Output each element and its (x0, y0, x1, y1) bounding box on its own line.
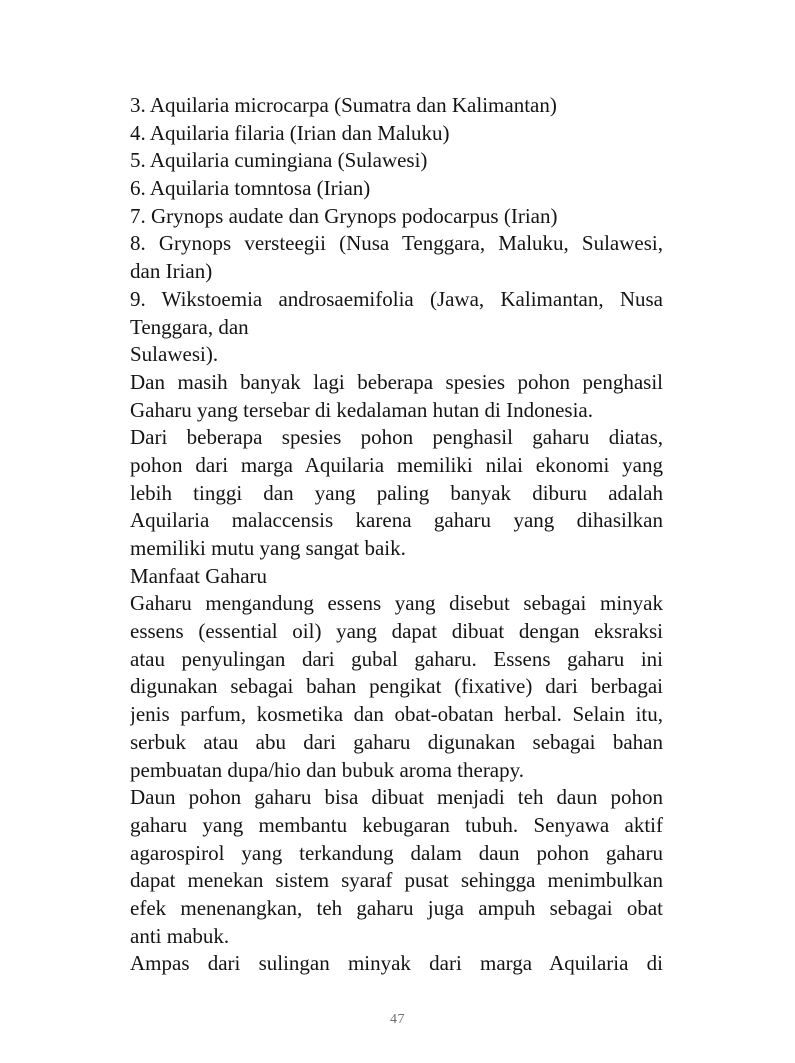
text-line: 3. Aquilaria microcarpa (Sumatra dan Kalimantan) (130, 93, 557, 117)
text-line: Dan masih banyak lagi beberapa spesies pohon penghasil (130, 369, 663, 394)
text-line: 4. Aquilaria filaria (Irian dan Maluku) (130, 120, 450, 145)
text-line: efek menenangkan, teh gaharu juga ampuh sebagai obat (130, 895, 663, 920)
text-line: pohon dari marga Aquilaria memiliki nilai ekonomi yang (130, 452, 663, 477)
text-line: Dari beberapa spesies pohon penghasil gaharu diatas, (130, 425, 663, 450)
text-line: Tenggara, dan (130, 314, 249, 339)
text-line: Manfaat Gaharu (130, 563, 268, 588)
text-line: lebih tinggi dan yang paling banyak diburu adalah (130, 480, 663, 505)
text-line: Sulawesi). (130, 342, 219, 367)
text-line: gaharu yang membantu kebugaran tubuh. Senyawa aktif (130, 812, 663, 837)
text-line: Aquilaria malaccensis karena gaharu yang dihasilkan (130, 508, 663, 533)
text-line: Daun pohon gaharu bisa dibuat menjadi teh daun pohon (130, 785, 663, 810)
text-line: jenis parfum, kosmetika dan obat-obatan herbal. Selain itu, (130, 702, 663, 727)
text-line: Ampas dari sulingan minyak dari marga Aquilaria di (130, 951, 663, 976)
text-line: anti mabuk. (130, 923, 230, 948)
text-line: 5. Aquilaria cumingiana (Sulawesi) (130, 148, 428, 173)
text-line: serbuk atau abu dari gaharu digunakan sebagai bahan (130, 729, 663, 754)
text-line: dan Irian) (130, 259, 213, 284)
text-line: agarospirol yang terkandung dalam daun pohon gaharu (130, 840, 663, 865)
text-line: digunakan sebagai bahan pengikat (fixative) dari berbagai (130, 674, 663, 699)
text-line: pembuatan dupa/hio dan bubuk aroma therapy. (130, 757, 525, 782)
page-number: 47 (390, 1012, 405, 1027)
text-line: 6. Aquilaria tomntosa (Irian) (130, 176, 371, 201)
text-line: 7. Grynops audate dan Grynops podocarpus (Irian) (130, 203, 558, 228)
text-line: Gaharu yang tersebar di kedalaman hutan di Indonesia. (130, 397, 593, 422)
text-block (130, 92, 663, 978)
text-line: 9. Wikstoemia androsaemifolia (Jawa, Kalimantan, Nusa (130, 286, 663, 311)
text-line: atau penyulingan dari gubal gaharu. Essens gaharu ini (130, 646, 663, 671)
text-line: 8. Grynops versteegii (Nusa Tenggara, Maluku, Sulawesi, (130, 231, 663, 256)
text-line: essens (essential oil) yang dapat dibuat dengan eksraksi (130, 619, 663, 644)
text-line: memiliki mutu yang sangat baik. (130, 536, 406, 560)
text-line: dapat menekan sistem syaraf pusat sehingga menimbulkan (130, 868, 663, 893)
text-line: Gaharu mengandung essens yang disebut sebagai minyak (130, 591, 663, 616)
